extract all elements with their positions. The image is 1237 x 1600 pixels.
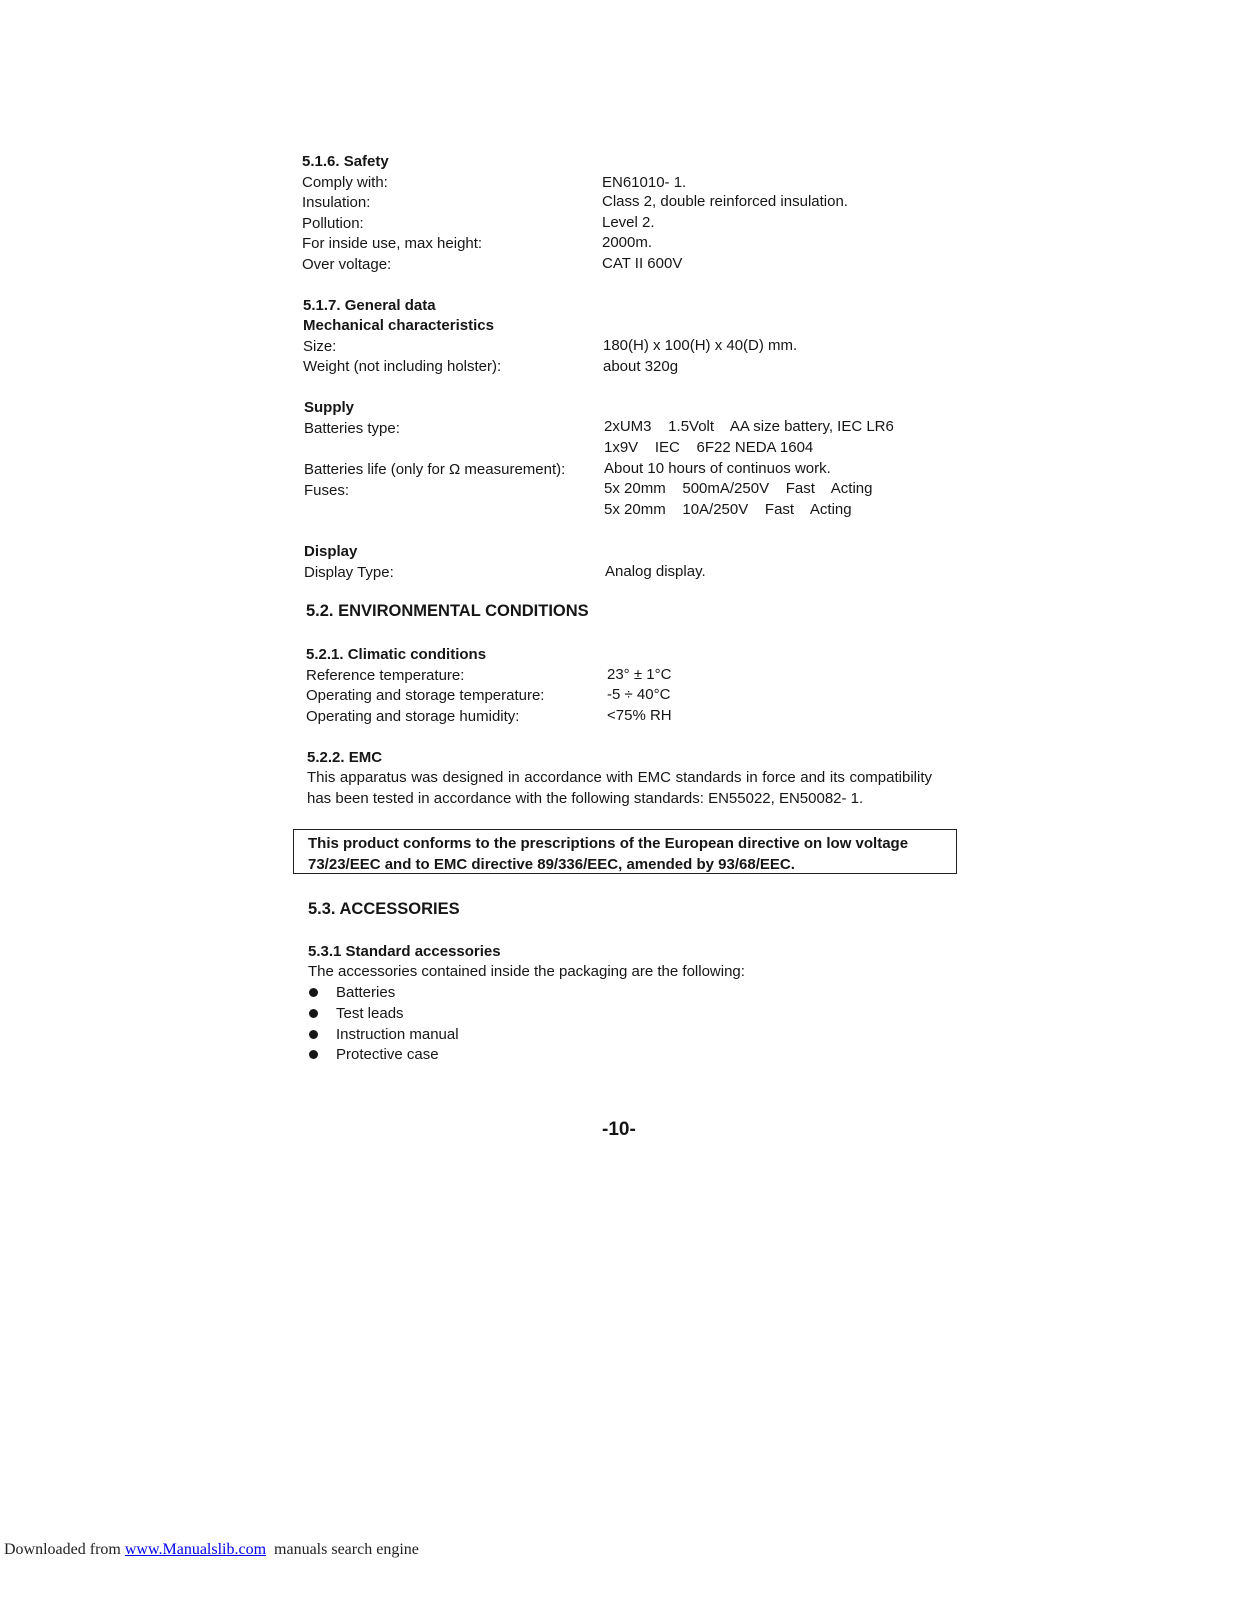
climatic-value-reference: 23° ± 1°C [607, 666, 672, 683]
environmental-heading: 5.2. ENVIRONMENTAL CONDITIONS [306, 602, 589, 620]
list-item [309, 1004, 404, 1024]
safety-label-pollution: Pollution: [302, 215, 364, 232]
general-label-size: Size: [303, 338, 337, 355]
supply-value-fuses-2: 5x 20mm 10A/250V Fast Acting [604, 501, 852, 518]
manualslib-link[interactable]: www.Manualslib.com [124, 1541, 267, 1558]
climatic-value-humidity: <75% RH [607, 707, 672, 724]
standard-accessories-heading: 5.3.1 Standard accessories [308, 943, 501, 960]
display-heading: Display [304, 543, 358, 560]
supply-label-batteries-life: Batteries life (only for Ω measurement): [304, 461, 566, 478]
safety-label-overvoltage: Over voltage: [302, 256, 392, 273]
bullet-icon [309, 1050, 318, 1059]
accessories-heading: 5.3. ACCESSORIES [308, 900, 460, 918]
climatic-heading: 5.2.1. Climatic conditions [306, 646, 487, 663]
list-item [309, 983, 395, 1003]
general-value-size: 180(H) x 100(H) x 40(D) mm. [603, 337, 798, 354]
climatic-label-reference: Reference temperature: [306, 667, 465, 684]
download-footer [4, 1541, 419, 1559]
display-label: Display Type: [304, 564, 394, 581]
safety-value-pollution: Level 2. [602, 214, 655, 231]
general-heading: 5.1.7. General data [303, 297, 436, 314]
footer-suffix: manuals search engine [266, 1541, 419, 1558]
display-value: Analog display. [605, 563, 706, 580]
supply-label-fuses: Fuses: [304, 482, 350, 499]
directive-notice-box [293, 829, 957, 874]
bullet-icon [309, 988, 318, 997]
supply-value-batteries-type-1: 2xUM3 1.5Volt AA size battery, IEC LR6 [604, 418, 894, 435]
climatic-value-operating-temp: -5 ÷ 40°C [607, 686, 671, 703]
bullet-icon [309, 1030, 318, 1039]
supply-value-batteries-type-2: 1x9V IEC 6F22 NEDA 1604 [604, 439, 814, 456]
accessory-batteries: Batteries [336, 984, 396, 1001]
directive-notice-text: This product conforms to the prescriptions of the European directive on low voltage 73/23/EEC and to EMC directive 89/336/EEC, amended by 93/68/EEC. [308, 835, 909, 873]
emc-paragraph: This apparatus was designed in accordance with EMC standards in force and its compatibility has been tested in accordance with the following standards: EN55022, EN50082- 1. [307, 769, 932, 807]
accessory-manual: Instruction manual [336, 1026, 459, 1043]
safety-heading: 5.1.6. Safety [302, 153, 389, 170]
bullet-icon [309, 1009, 318, 1018]
list-item [309, 1045, 439, 1065]
safety-value-insulation: Class 2, double reinforced insulation. [602, 193, 848, 210]
safety-label-insulation: Insulation: [302, 194, 371, 211]
list-item [309, 1025, 459, 1045]
supply-value-fuses-1: 5x 20mm 500mA/250V Fast Acting [604, 480, 873, 497]
safety-value-comply: EN61010- 1. [602, 174, 687, 191]
page-number: -10- [602, 1119, 636, 1140]
climatic-label-operating-temp: Operating and storage temperature: [306, 687, 545, 704]
mechanical-subheading: Mechanical characteristics [303, 317, 494, 334]
safety-label-comply: Comply with: [302, 174, 388, 191]
safety-value-height: 2000m. [602, 234, 653, 251]
climatic-label-humidity: Operating and storage humidity: [306, 708, 520, 725]
footer-prefix: Downloaded from [4, 1541, 125, 1558]
emc-heading: 5.2.2. EMC [307, 749, 383, 766]
accessory-test-leads: Test leads [336, 1005, 404, 1022]
safety-value-overvoltage: CAT II 600V [602, 255, 683, 272]
general-value-weight: about 320g [603, 358, 679, 375]
safety-label-height: For inside use, max height: [302, 235, 483, 252]
accessories-intro: The accessories contained inside the packaging are the following: [308, 963, 745, 980]
general-label-weight: Weight (not including holster): [303, 358, 502, 375]
supply-label-batteries-type: Batteries type: [304, 420, 400, 437]
accessory-case: Protective case [336, 1046, 439, 1063]
supply-value-batteries-life: About 10 hours of continuos work. [604, 460, 831, 477]
supply-heading: Supply [304, 399, 355, 416]
